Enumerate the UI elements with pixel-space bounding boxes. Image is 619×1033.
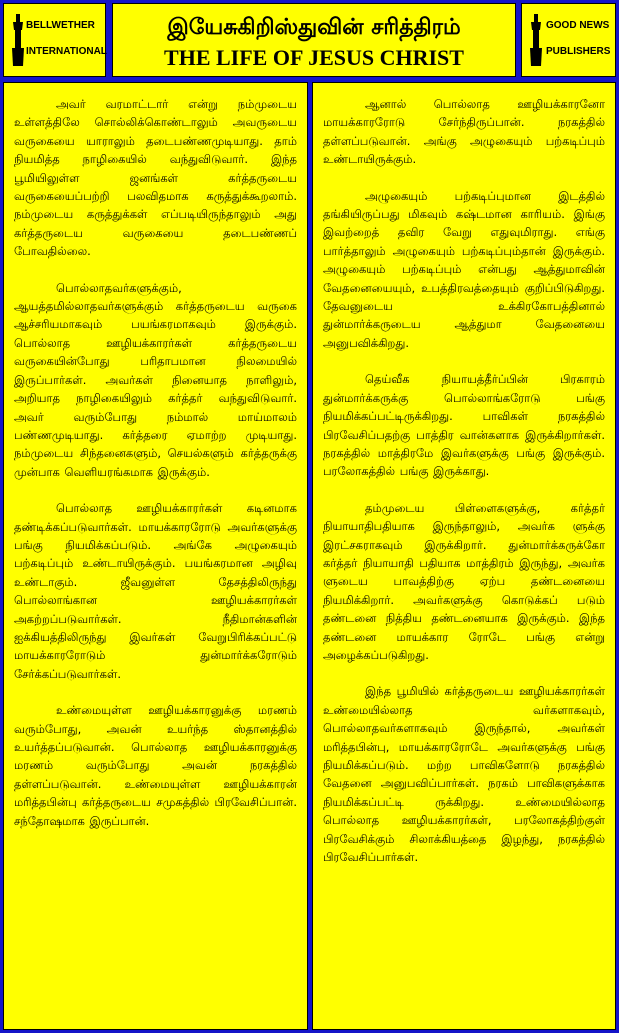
tower-icon [529,14,543,66]
paragraph: உண்மையுள்ள ஊழியக்காரனுக்கு மரணம் வரும்போது, அவன் உயர்ந்த ஸ்தானத்தில் உயர்த்தப்படுவான். பொல்லாத ஊழியக்காரனுக்கு மரணம் வரும்போது அவன் நரகத்தில் தள்ளப்படுவான். உண்மையுள்ள ஊழியக்காரன் மரித்தபின்பு கர்த்தருடைய சமுகத்தில் பிரவேசிப்பான். சந்தோஷமாக இருப்பான். [14,703,297,828]
bellwether-logo [3,3,106,77]
paragraph: அழுகையும் பற்கடிப்புமான இடத்தில் தங்கியிருப்பது மிகவும் கஷ்டமான காரியம். இங்கு இவற்றைத் தவிர வேறு எதுவுமிராது. எங்கு பார்த்தாலும் அழுகையும் பற்கடிப்பும்தான் இருக்கும். அழுகையும் பற்கடிப்பும் என்பது ஆத்துமாவின் வேதனையையும், உபத்திரவத்தையும் குறிப்பிடுகிறது. தேவனுடைய உக்கிரகோபத்தினால் துன்மார்க்கருடைய ஆத்துமா வேதனையை அனுபவிக்கிறது. [323,188,605,350]
logo-left-line2: INTERNATIONAL [26,46,107,57]
right-column [312,82,616,1030]
title-english: THE LIFE OF JESUS CHRIST [164,45,464,70]
page-header [112,3,516,77]
paragraph: பொல்லாதவர்களுக்கும், ஆயத்தமில்லாதவர்களுக்கும் கர்த்தருடைய வருகை ஆச்சரியமாகவும் பயங்கரமாகவும் இருக்கும். பொல்லாத ஊழியக்காரர்கள் கர்த்தருடைய வருகையின்போது பரிதாபமான நிலமையில் இருப்பார்கள். அவர்கள் நினையாத நாளிலும், அறியாத நாழிகையிலும் கர்த்தர் வந்துவிடுவார். அவர் வரும்போது நம்மால் மாய்மாலம் பண்ணமுடியாது. கர்த்தரை ஏமாற்ற முடியாது. நம்முடைய சிந்தனைகளும், செயல்களும் கர்த்தருக்கு முன்பாக வெளியரங்கமாக இருக்கும். [14,280,297,479]
logo-left-line1: BELLWETHER [26,20,95,31]
bell-tower-icon [11,14,25,66]
paragraph: அவர் வரமாட்டார் என்று நம்முடைய உள்ளத்திலே சொல்லிக்கொண்டாலும் அவருடைய வருகையை யாராலும் தடைபண்ணமுடியாது. தாம் நியமித்த நாழிகையில் வந்துவிடுவார். இந்த பூமியிலுள்ள ஜனங்கள் கர்த்தருடைய வருகையைப்பற்றி பலவிதமாக கருத்துக்கூறலாம். நம்முடைய கருத்துக்கள் எப்படியிருந்தாலும் அது கர்த்தருடைய வருகையை தடைபண்ணப் போவதில்லை. [14,97,297,259]
left-column [3,82,308,1030]
logo-right-line1: GOOD NEWS [546,20,610,31]
logo-right-line2: PUBLISHERS [546,46,611,57]
good-news-logo [521,3,616,77]
paragraph: ஆனால் பொல்லாத ஊழியக்காரனோ மாயக்காரரோடு சேர்ந்திருப்பான். நரகத்தில் தள்ளப்படுவான். அங்கு அழுகையும் பற்கடிப்பும் உண்டாயிருக்கும். [323,97,605,167]
paragraph: தம்முடைய பிள்ளைகளுக்கு, கர்த்தர் நியாயாதிபதியாக இருந்தாலும், அவர்க ளுக்கு இரட்சகராகவும் இருக்கிறார். துன்மார்க்கருக்கோ கர்த்தர் நியாயாதி பதியாக மாத்திரம் இருந்து, அவர்க ளுடைய பாவத்திற்கு ஏற்ப தண்டனையை நியமிக்கிறார். அவர்களுக்கு கொடுக்கப் படும் தண்டனை நித்திய தண்டனையாக இருக்கும். இந்த தண்டனை மாயக்கார ரோடே பங்கு என்று அழைக்கப்படுகிறது. [323,500,605,662]
title-tamil: இயேசுகிறிஸ்துவின் சரித்திரம் [167,14,461,40]
paragraph: பொல்லாத ஊழியக்காரர்கள் கடினமாக தண்டிக்கப்படுவார்கள். மாயக்காரரோடு அவர்களுக்கு பங்கு நியமிக்கப்படும். அங்கே அழுகையும் பற்கடிப்பும் உண்டாயிருக்கும். பயங்கரமான அழிவு உண்டாகும். ஜீவனுள்ள தேசத்திலிருந்து பொல்லாங்கான ஊழியக்காரர்கள் அகற்றப்படுவார்கள். நீதிமான்களின் ஐக்கியத்திலிருந்து இவர்கள் வேறுபிரிக்கப்பட்டு மாயக்காரரோடும் துன்மார்க்கரோடும் சேர்க்கப்படுவார்கள். [14,501,297,681]
paragraph: தெய்வீக நியாயத்தீர்ப்பின் பிரகாரம் துன்மார்க்கருக்கு பொல்லாங்கரோடு பங்கு நியமிக்கப்பட்டிருக்கிறது. பாவிகள் நரகத்தில் பிரவேசிப்பதற்கு பாத்திர வான்களாக இருக்கிறார்கள். நரகத்தில் மாத்திரமே இவர்களுக்கு பங்கு இருக்கும். பரலோகத்தில் பங்கு இருக்காது. [323,372,605,479]
paragraph: இந்த பூமியில் கர்த்தருடைய ஊழியக்காரர்கள் உண்மையில்லாத வர்களாகவும், பொல்லாதவர்களாகவும் இருந்தால், அவர்கள் மரித்தபின்பு, மாயக்காரரோடே அவர்களுக்கு பங்கு நியமிக்கப்படும். மற்ற பாவிகளோடு நரகத்தில் வேதனை அனுபவிப்பார்கள். நரகம் பாவிகளுக்காக நியமிக்கப்பட்டி ருக்கிறது. உண்மையில்லாத பொல்லாத ஊழியக்காரர்கள், பரலோகத்திற்குள் பிரவேசிக்கும் சிலாக்கியத்தை இழந்து, நரகத்தில் பிரவேசிப்பார்கள். [323,684,605,865]
